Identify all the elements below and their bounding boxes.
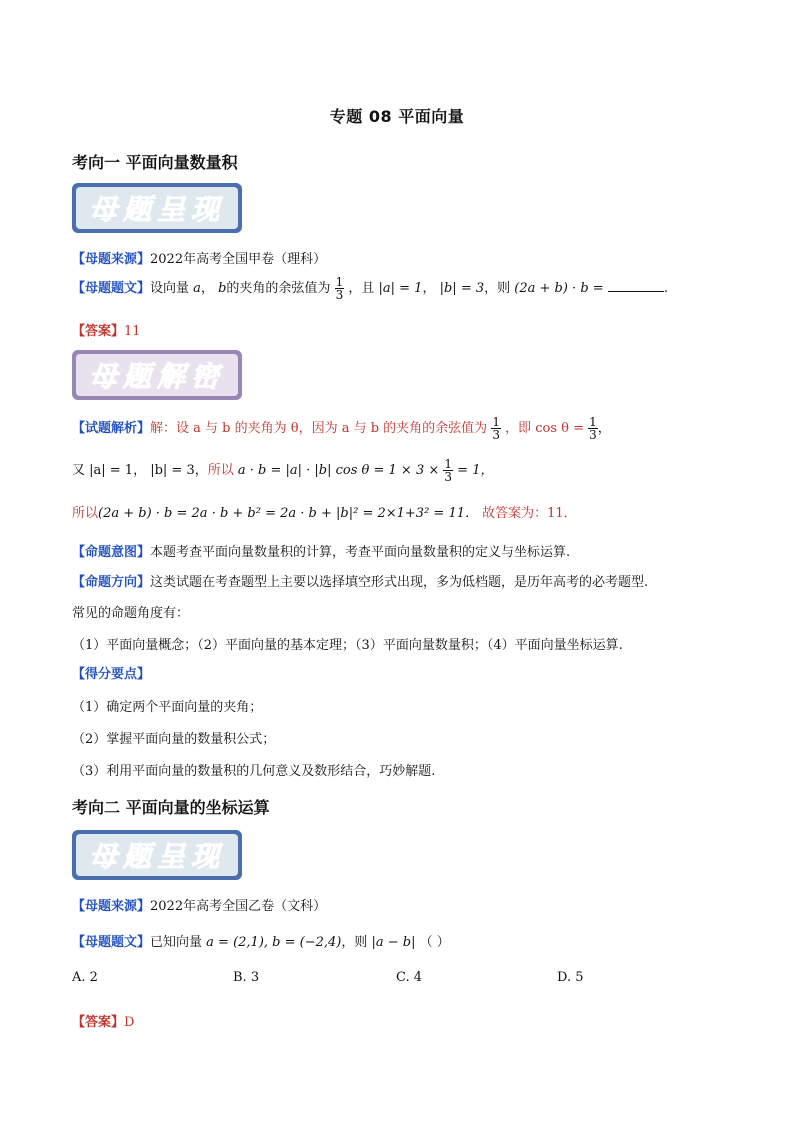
answer-value: 11 bbox=[124, 324, 141, 339]
banner-present-2-label: 母题呈现 bbox=[76, 834, 238, 876]
abs-difference: |a − b| bbox=[371, 935, 416, 950]
answer-line-2 bbox=[72, 1011, 134, 1030]
banner-present-2 bbox=[72, 830, 242, 880]
answer-tag: 【答案】 bbox=[72, 324, 125, 339]
intent-line: 【命题意图】本题考查平面向量数量积的计算，考查平面向量数量积的定义与坐标运算. bbox=[72, 545, 571, 560]
answer-tag: 【答案】 bbox=[72, 1015, 125, 1030]
source-tag: 【母题来源】 bbox=[72, 899, 151, 914]
intent-tag: 【命题意图】 bbox=[72, 545, 151, 560]
section2-heading: 考向二 平面向量的坐标运算 bbox=[72, 798, 270, 817]
source-line-1 bbox=[72, 248, 326, 267]
vectors-definition: a = (2,1), b = (−2,4) bbox=[206, 935, 342, 950]
analysis-tag: 【试题解析】 bbox=[72, 421, 151, 436]
question-tag: 【母题题文】 bbox=[72, 935, 151, 950]
section1-heading: 考向一 平面向量数量积 bbox=[72, 153, 238, 172]
fraction-one-third: $\frac{1}{3}$ bbox=[335, 275, 344, 302]
key-points-tag-line bbox=[72, 663, 150, 682]
analysis-line-1: 【试题解析】解：设 a 与 b 的夹角为 θ，因为 a 与 b 的夹角的余弦值为 $\frac{1}{3}$ ，即 cos θ = $\frac{1}{3}$ ， bbox=[72, 415, 611, 442]
option-d: D. 5 bbox=[557, 970, 584, 985]
answer-line-1 bbox=[72, 320, 141, 339]
key-point-item: （1）确定两个平面向量的夹角； bbox=[72, 700, 263, 715]
analysis-line-3: 所以(2a + b) · b = 2a · b + b² = 2a · b + |b|² = 2×1+3² = 11． 故答案为：11． bbox=[72, 506, 577, 521]
answer-value: D bbox=[124, 1015, 135, 1030]
analysis-line-2: 又 |a| = 1， |b| = 3，所以 a · b = |a| · |b| cos θ = 1 × 3 × $\frac{1}{3}$ = 1， bbox=[72, 457, 494, 484]
question-line-2: 【母题题文】已知向量 a = (2,1), b = (−2,4)，则 |a − b| （ ） bbox=[72, 935, 450, 950]
banner-solution bbox=[72, 350, 242, 400]
vector-b: b bbox=[218, 281, 227, 296]
option-c: C. 4 bbox=[396, 970, 423, 985]
option-a: A. 2 bbox=[72, 970, 98, 985]
direction-line: 【命题方向】这类试题在考查题型上主要以选择填空形式出现，多为低档题，是历年高考的必考题型. bbox=[72, 575, 649, 590]
banner-solution-label: 母题解密 bbox=[76, 354, 238, 396]
question-tag: 【母题题文】 bbox=[72, 281, 151, 296]
question-line-1: 【母题题文】设向量 a， b的夹角的余弦值为 $\frac{1}{3}$ ，且 |a| = 1， |b| = 3，则 (2a + b) · b = . bbox=[72, 275, 668, 302]
key-points-tag: 【得分要点】 bbox=[72, 667, 151, 682]
common-angles: 常见的命题角度有： bbox=[72, 606, 190, 621]
question-expression: (2a + b) · b = bbox=[514, 281, 604, 296]
page-title: 专题 08 平面向量 bbox=[329, 107, 465, 126]
banner-present-1 bbox=[72, 183, 242, 233]
source-text: 2022年高考全国甲卷（理科） bbox=[150, 252, 327, 267]
banner-present-1-label: 母题呈现 bbox=[76, 187, 238, 229]
angles-list: （1）平面向量概念；（2）平面向量的基本定理；（3）平面向量数量积；（4）平面向量坐标运算. bbox=[72, 638, 623, 653]
source-line-2 bbox=[72, 895, 326, 914]
source-text: 2022年高考全国乙卷（文科） bbox=[150, 899, 327, 914]
vector-a: a bbox=[193, 281, 201, 296]
answer-blank bbox=[608, 279, 664, 292]
source-tag: 【母题来源】 bbox=[72, 252, 151, 267]
direction-tag: 【命题方向】 bbox=[72, 575, 151, 590]
option-b: B. 3 bbox=[233, 970, 260, 985]
key-point-item: （3）利用平面向量的数量积的几何意义及数形结合，巧妙解题. bbox=[72, 764, 436, 779]
key-point-item: （2）掌握平面向量的数量积公式； bbox=[72, 732, 276, 747]
